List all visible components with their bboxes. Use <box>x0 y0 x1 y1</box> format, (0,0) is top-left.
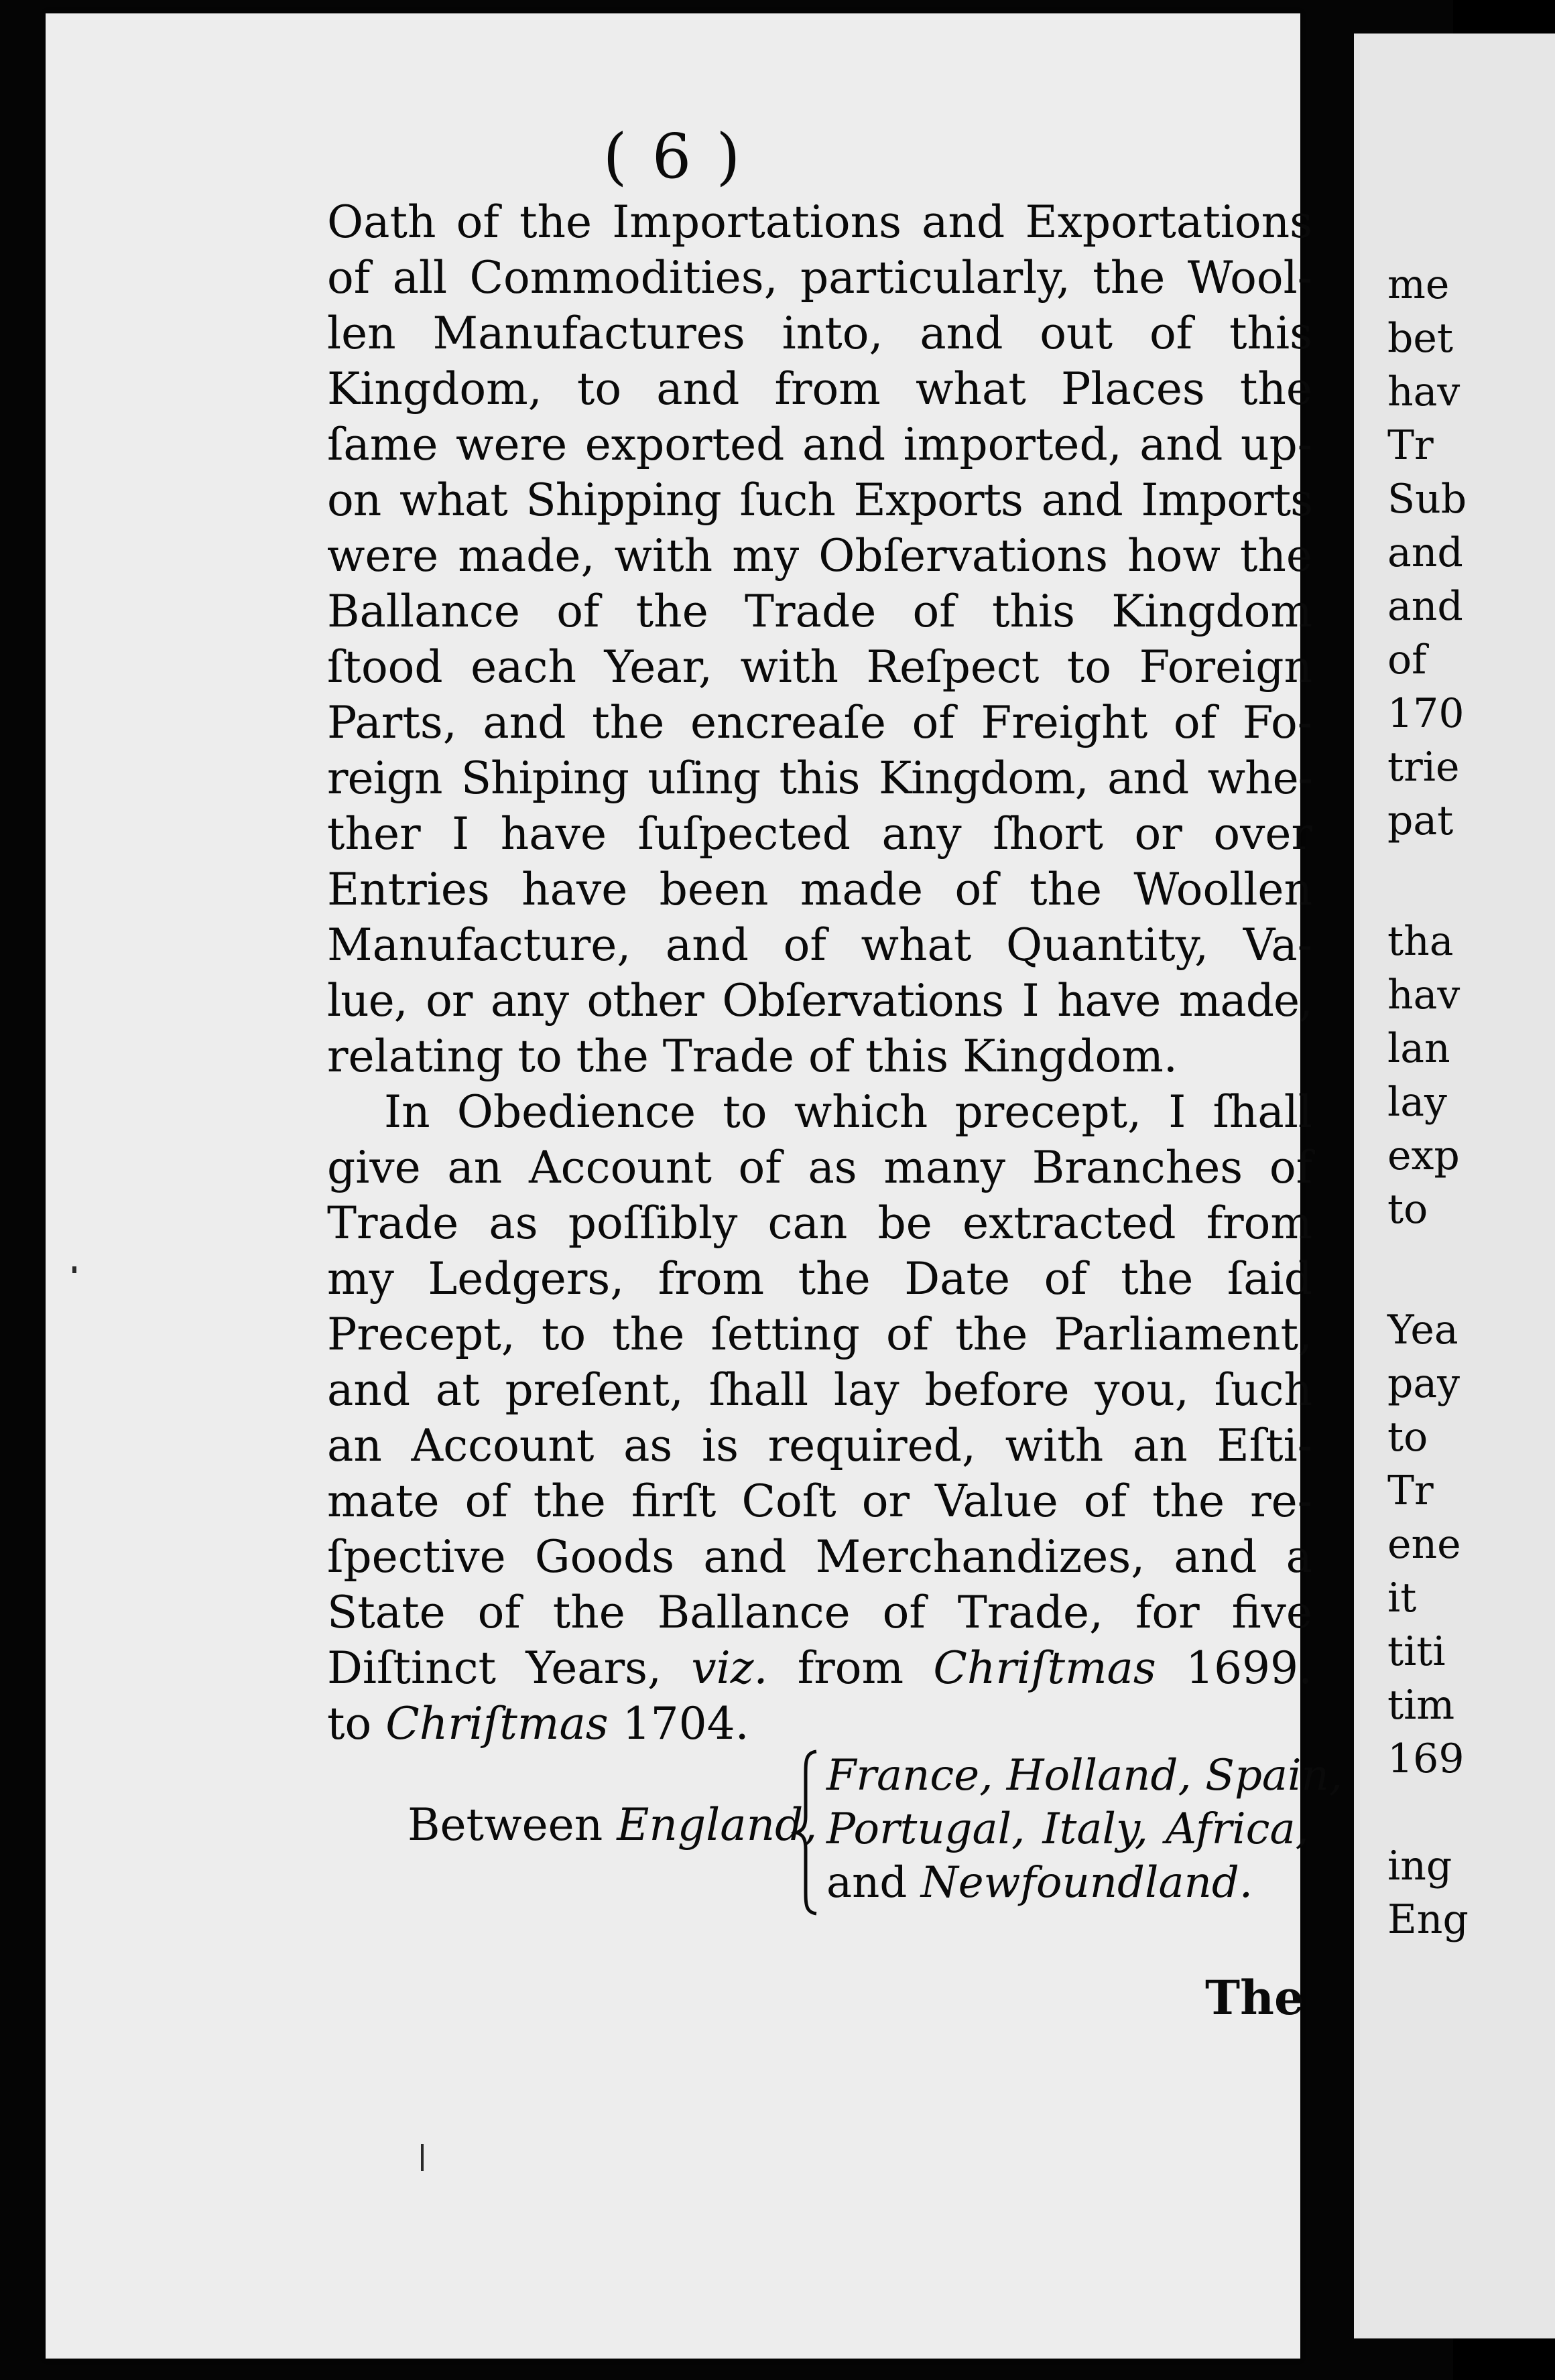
text-line: ſame were exported and imported, and up- <box>327 419 1312 470</box>
text-line: my Ledgers, from the Date of the ſaid <box>327 1253 1312 1305</box>
scan-speck <box>72 1266 76 1273</box>
facing-page-fragment-line: Tr <box>1387 422 1434 469</box>
text-line: Precept, to the ſetting of the Parliament, <box>327 1309 1312 1360</box>
page-number: ( 6 ) <box>603 121 743 192</box>
page-body-text <box>327 194 1312 1751</box>
facing-page-fragment-line: ene <box>1387 1521 1461 1568</box>
text-line: State of the Ballance of Trade, for five <box>327 1587 1312 1638</box>
text-fragment: France, Holland, Spain, <box>826 1751 1343 1800</box>
facing-page-fragment-line: bet <box>1387 315 1454 362</box>
text-line: Ballance of the Trade of this Kingdom <box>327 586 1312 637</box>
text-fragment: to <box>327 1698 372 1749</box>
text-line: Manufacture, and of what Quantity, Va- <box>327 919 1312 971</box>
facing-page-fragment-line: lay <box>1387 1079 1447 1126</box>
facing-page-fragment-line: Tr <box>1387 1467 1434 1514</box>
facing-page-fragment-line: to <box>1387 1414 1428 1461</box>
text-line: on what Shipping ſuch Exports and Imports <box>327 474 1312 526</box>
text-line: reign Shiping uſing this Kingdom, and whe- <box>327 752 1312 804</box>
text-fragment: 1704. <box>622 1698 749 1749</box>
text-fragment: from <box>797 1642 904 1694</box>
facing-page-fragment-line: 169 <box>1387 1735 1465 1782</box>
country-list <box>826 1749 1343 1910</box>
facing-page-fragment-line: pat <box>1387 797 1454 844</box>
text-fragment: viz. <box>691 1642 768 1694</box>
facing-page-fragment-line: hav <box>1387 972 1460 1018</box>
text-line-to-christmas <box>327 1696 1312 1751</box>
facing-page-fragment-line: titi <box>1387 1628 1446 1675</box>
text-line: of all Commodities, particularly, the Wool- <box>327 252 1312 304</box>
text-fragment: Diſtinct Years, <box>327 1642 662 1694</box>
text-line: give an Account of as many Branches of <box>327 1142 1312 1193</box>
country-line <box>826 1856 1309 1910</box>
facing-page-fragment-line: Eng <box>1387 1896 1469 1943</box>
text-fragment: Portugal, Italy, Africa, <box>826 1804 1309 1854</box>
text-line: relating to the Trade of this Kingdom. <box>327 1031 1178 1082</box>
between-label <box>408 1799 817 1851</box>
facing-page-fragment-line: and <box>1387 529 1463 576</box>
facing-page-fragment-line: hav <box>1387 369 1460 415</box>
text-line: an Account as is required, with an Eſti- <box>327 1420 1312 1471</box>
text-line: Parts, and the encreaſe of Freight of Fo- <box>327 697 1312 748</box>
text-line: Kingdom, to and from what Places the <box>327 363 1312 415</box>
facing-page-fragment-line: Sub <box>1387 476 1467 523</box>
text-fragment: 1699. <box>1186 1642 1313 1694</box>
facing-page-fragment-line: Yea <box>1387 1307 1458 1353</box>
text-line: mate of the firſt Coſt or Value of the re- <box>327 1475 1312 1527</box>
facing-page-fragment-line: it <box>1387 1575 1417 1622</box>
scan-speck <box>421 2144 424 2171</box>
country-line <box>826 1802 1309 1856</box>
facing-page-fragment-line: ing <box>1387 1843 1452 1890</box>
text-line: len Manufactures into, and out of this <box>327 308 1312 359</box>
facing-page-fragment-line: to <box>1387 1186 1428 1233</box>
facing-page-fragment-line: exp <box>1387 1132 1460 1179</box>
facing-page-fragment-line: pay <box>1387 1360 1460 1407</box>
text-line: Entries have been made of the Woollen <box>327 864 1312 915</box>
text-line: ſpective Goods and Merchandizes, and a <box>327 1531 1312 1583</box>
facing-page-fragment-line: me <box>1387 261 1450 308</box>
text-line: Trade as poſſibly can be extracted from <box>327 1197 1312 1249</box>
text-line: Oath of the Importations and Exportations <box>327 196 1312 248</box>
text-fragment: Newfoundland. <box>920 1858 1253 1908</box>
facing-page-fragment-line: of <box>1387 637 1427 683</box>
facing-page-fragment-line: tha <box>1387 918 1454 965</box>
between-countries-block <box>408 1749 1343 1923</box>
text-fragment: Chriſtmas <box>933 1642 1156 1694</box>
catchword: The <box>1205 1970 1304 2026</box>
country-line <box>826 1749 1343 1802</box>
text-line: ther I have ſuſpected any ſhort or over <box>327 808 1312 860</box>
facing-page-fragment-line: 170 <box>1387 690 1465 737</box>
text-fragment: Chriſtmas <box>385 1698 609 1749</box>
facing-page-fragment-line: tim <box>1387 1682 1455 1729</box>
book-page <box>46 13 1343 2359</box>
text-line: lue, or any other Obſervations I have made, <box>327 975 1312 1027</box>
facing-page-fragment-line: trie <box>1387 744 1460 791</box>
facing-page-fragment-line: and <box>1387 583 1463 630</box>
facing-page-fragment-line: lan <box>1387 1025 1450 1072</box>
text-line: In Obedience to which precept, I ſhall <box>384 1086 1312 1138</box>
curly-brace-icon <box>794 1749 820 1916</box>
text-fragment: Between <box>408 1799 603 1851</box>
text-fragment: England, <box>617 1799 818 1851</box>
text-line: and at preſent, ſhall lay before you, ſuch <box>327 1364 1312 1416</box>
text-fragment: and <box>826 1858 908 1908</box>
text-line-distinct-years <box>327 1640 1312 1696</box>
text-line: ſtood each Year, with Reſpect to Foreign <box>327 641 1312 693</box>
text-line: were made, with my Obſervations how the <box>327 530 1312 582</box>
